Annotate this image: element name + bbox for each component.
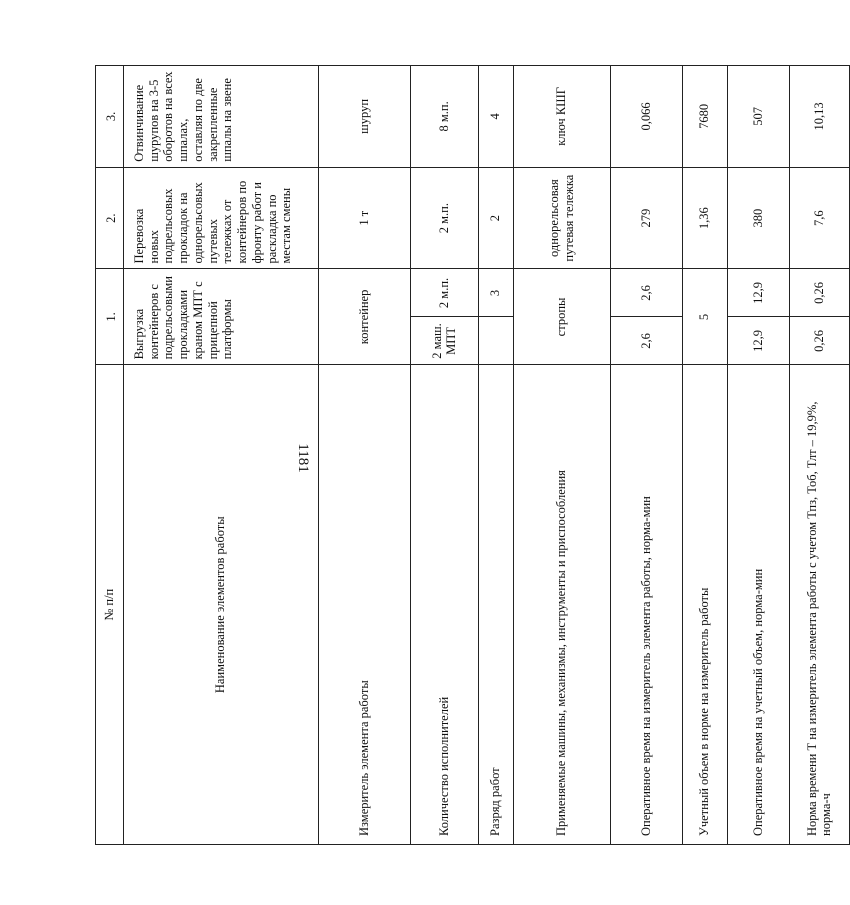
cell-row2-op-time-volume: 380 bbox=[727, 167, 789, 269]
cell-row2-norm: 7,6 bbox=[789, 167, 849, 269]
cell-row1-op-time-volume-a: 12,9 bbox=[728, 317, 789, 364]
cell-row3-norm: 10,13 bbox=[789, 66, 849, 168]
cell-row3-grade: 4 bbox=[478, 66, 513, 168]
header-row-op-time-volume bbox=[727, 66, 789, 845]
cell-row3-performers: 8 м.п. bbox=[410, 66, 478, 168]
header-op-time-volume: Оперативное время на учетный объем, норма-мин bbox=[727, 365, 789, 845]
header-meter: Измеритель элемента работы bbox=[318, 365, 410, 845]
cell-row1-op-time-meter-b: 2,6 bbox=[638, 285, 653, 301]
cell-row1-norm bbox=[789, 269, 849, 365]
header-row-performers bbox=[410, 66, 478, 845]
header-volume: Учетный объем в норме на измеритель работы bbox=[682, 365, 727, 845]
page-number: 1181 bbox=[295, 443, 311, 473]
cell-row3-meter: шуруп bbox=[318, 66, 410, 168]
cell-row2-volume: 1,36 bbox=[682, 167, 727, 269]
cell-row1-op-time-volume bbox=[727, 269, 789, 365]
header-grade: Разряд работ bbox=[478, 365, 513, 845]
header-row-norm bbox=[789, 66, 849, 845]
header-performers: Количество исполнителей bbox=[410, 365, 478, 845]
cell-row2-op-time-meter: 279 bbox=[610, 167, 682, 269]
header-row-name bbox=[123, 66, 318, 845]
header-row-num bbox=[96, 66, 124, 845]
cell-row2-num: 2. bbox=[96, 167, 124, 269]
cell-row1-name: Выгрузка контейнеров с подрельсовыми прокладками краном МПТ с прицепной платформы bbox=[123, 269, 318, 365]
cell-row1-op-time-meter-a: 2,6 bbox=[611, 317, 682, 364]
cell-row1-num: 1. bbox=[96, 269, 124, 365]
header-row-grade bbox=[478, 66, 513, 845]
header-row-meter bbox=[318, 66, 410, 845]
header-norm: Норма времени Т на измеритель элемента работы с учетом Тпз, Тоб, Тлт – 19,9%, норма-ч bbox=[789, 365, 849, 845]
row1-op-time-volume-split bbox=[728, 270, 789, 365]
cell-row1-meter: контейнер bbox=[318, 269, 410, 365]
header-row-machines bbox=[513, 66, 610, 845]
cell-row3-machines: ключ КШГ bbox=[513, 66, 610, 168]
cell-row1-performers bbox=[410, 269, 478, 365]
cell-row1-machines: стропы bbox=[513, 269, 610, 365]
cell-row1-performers-a: 2 маш. МПТ bbox=[411, 317, 478, 364]
cell-row1-volume: 5 bbox=[682, 269, 727, 365]
cell-row1-norm-a: 0,26 bbox=[790, 317, 849, 364]
row1-op-time-meter-split bbox=[611, 270, 682, 365]
cell-row3-volume: 7680 bbox=[682, 66, 727, 168]
header-row-volume bbox=[682, 66, 727, 845]
header-row-op-time-meter bbox=[610, 66, 682, 845]
row1-norm-split bbox=[790, 270, 849, 365]
cell-row2-machines: однорельсовая путевая тележка bbox=[513, 167, 610, 269]
cell-row1-norm-b: 0,26 bbox=[811, 282, 826, 304]
cell-row1-op-time-meter bbox=[610, 269, 682, 365]
cell-row2-name: Перевозка новых подрельсовых прокладок на однорельсовых путевых тележках от контейнеров по фронту работ и раскладка по местам смены bbox=[123, 167, 318, 269]
cell-row1-op-time-volume-b: 12,9 bbox=[750, 282, 765, 304]
header-op-time-meter: Оперативное время на измеритель элемента работы, норма-мин bbox=[610, 365, 682, 845]
cell-row3-op-time-volume: 507 bbox=[727, 66, 789, 168]
cell-row3-name: Отвинчивание шурупов на 3-5 оборотов на всех шпалах, оставляя по две закрепленные шпалы на звене bbox=[123, 66, 318, 168]
cell-row2-grade: 2 bbox=[478, 167, 513, 269]
cell-row3-num: 3. bbox=[96, 66, 124, 168]
header-num: № п/п bbox=[96, 365, 124, 845]
cell-row1-grade bbox=[478, 269, 513, 365]
cell-row1-grade-a bbox=[479, 317, 513, 364]
header-name: Наименование элементов работы bbox=[123, 365, 318, 845]
rotated-table-wrapper bbox=[95, 65, 834, 845]
work-norms-table bbox=[95, 65, 850, 845]
cell-row1-grade-b: 3 bbox=[488, 289, 503, 297]
header-machines: Применяемые машины, механизмы, инструменты и приспособления bbox=[513, 365, 610, 845]
cell-row1-performers-b: 2 м.п. bbox=[436, 277, 451, 309]
cell-row2-meter: 1 т bbox=[318, 167, 410, 269]
cell-row3-op-time-meter: 0,066 bbox=[610, 66, 682, 168]
row1-performers-split bbox=[411, 270, 478, 365]
row1-grade-split bbox=[479, 270, 513, 365]
cell-row2-performers: 2 м.п. bbox=[410, 167, 478, 269]
